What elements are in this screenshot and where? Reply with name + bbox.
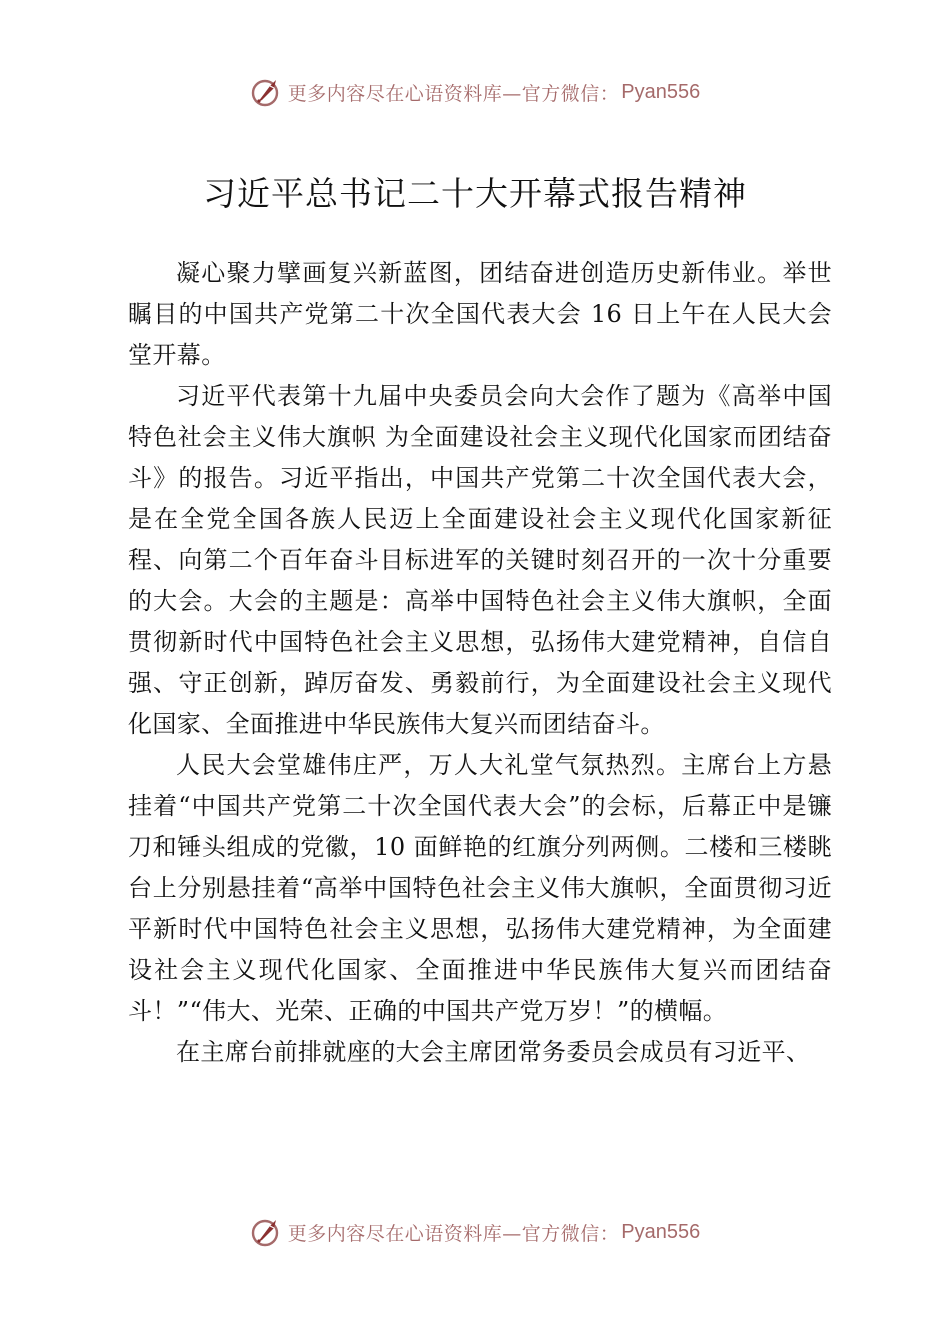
- document-title: 习近平总书记二十大开幕式报告精神: [203, 174, 747, 213]
- quill-logo-icon: [250, 76, 282, 108]
- footer-watermark: [0, 1212, 950, 1252]
- watermark-text: 更多内容尽在心语资料库—官方微信：: [287, 1222, 620, 1245]
- paragraph-1: 凝心聚力擘画复兴新蓝图，团结奋进创造历史新伟业。举世瞩目的中国共产党第二十次全国代表大会 16 日上午在人民大会堂开幕。: [128, 259, 832, 369]
- watermark-wechat-id: Pyan556: [621, 1220, 701, 1243]
- header-watermark: [0, 72, 950, 112]
- paragraph-3: 人民大会堂雄伟庄严，万人大礼堂气氛热烈。主席台上方悬挂着“中国共产党第二十次全国代表大会”的会标，后幕正中是镰刀和锤头组成的党徽，10 面鲜艳的红旗分列两侧。二楼和三楼眺台上分别悬挂着“高举中国特色社会主义伟大旗帜，全面贯彻习近平新时代中国特色社会主义思想，弘扬伟大建党精神，为全面建设社会主义现代化国家、全面推进中华民族伟大复兴而团结奋斗！”“伟大、光荣、正确的中国共产党万岁！”的横幅。: [128, 751, 832, 1025]
- document-body: [128, 253, 832, 1073]
- paragraph-2: 习近平代表第十九届中央委员会向大会作了题为《高举中国特色社会主义伟大旗帜 为全面建设社会主义现代化国家而团结奋斗》的报告。习近平指出，中国共产党第二十次全国代表大会，是在全党全国各族人民迈上全面建设社会主义现代化国家新征程、向第二个百年奋斗目标进军的关键时刻召开的一次十分重要的大会。大会的主题是：高举中国特色社会主义伟大旗帜，全面 贯彻新时代中国特色社会主义思想，弘扬伟大建党精神，自信自强、守正创新，踔厉奋发、勇毅前行，为全面建设社会主义现代化国家、全面推进中华民族伟大复兴而团结奋斗。: [128, 382, 832, 738]
- paragraph-4: 在主席台前排就座的大会主席团常务委员会成员有习近平、: [176, 1038, 811, 1066]
- quill-logo-icon: [250, 1216, 282, 1248]
- watermark-wechat-id: Pyan556: [621, 80, 701, 103]
- watermark-text: 更多内容尽在心语资料库—官方微信：: [287, 82, 620, 105]
